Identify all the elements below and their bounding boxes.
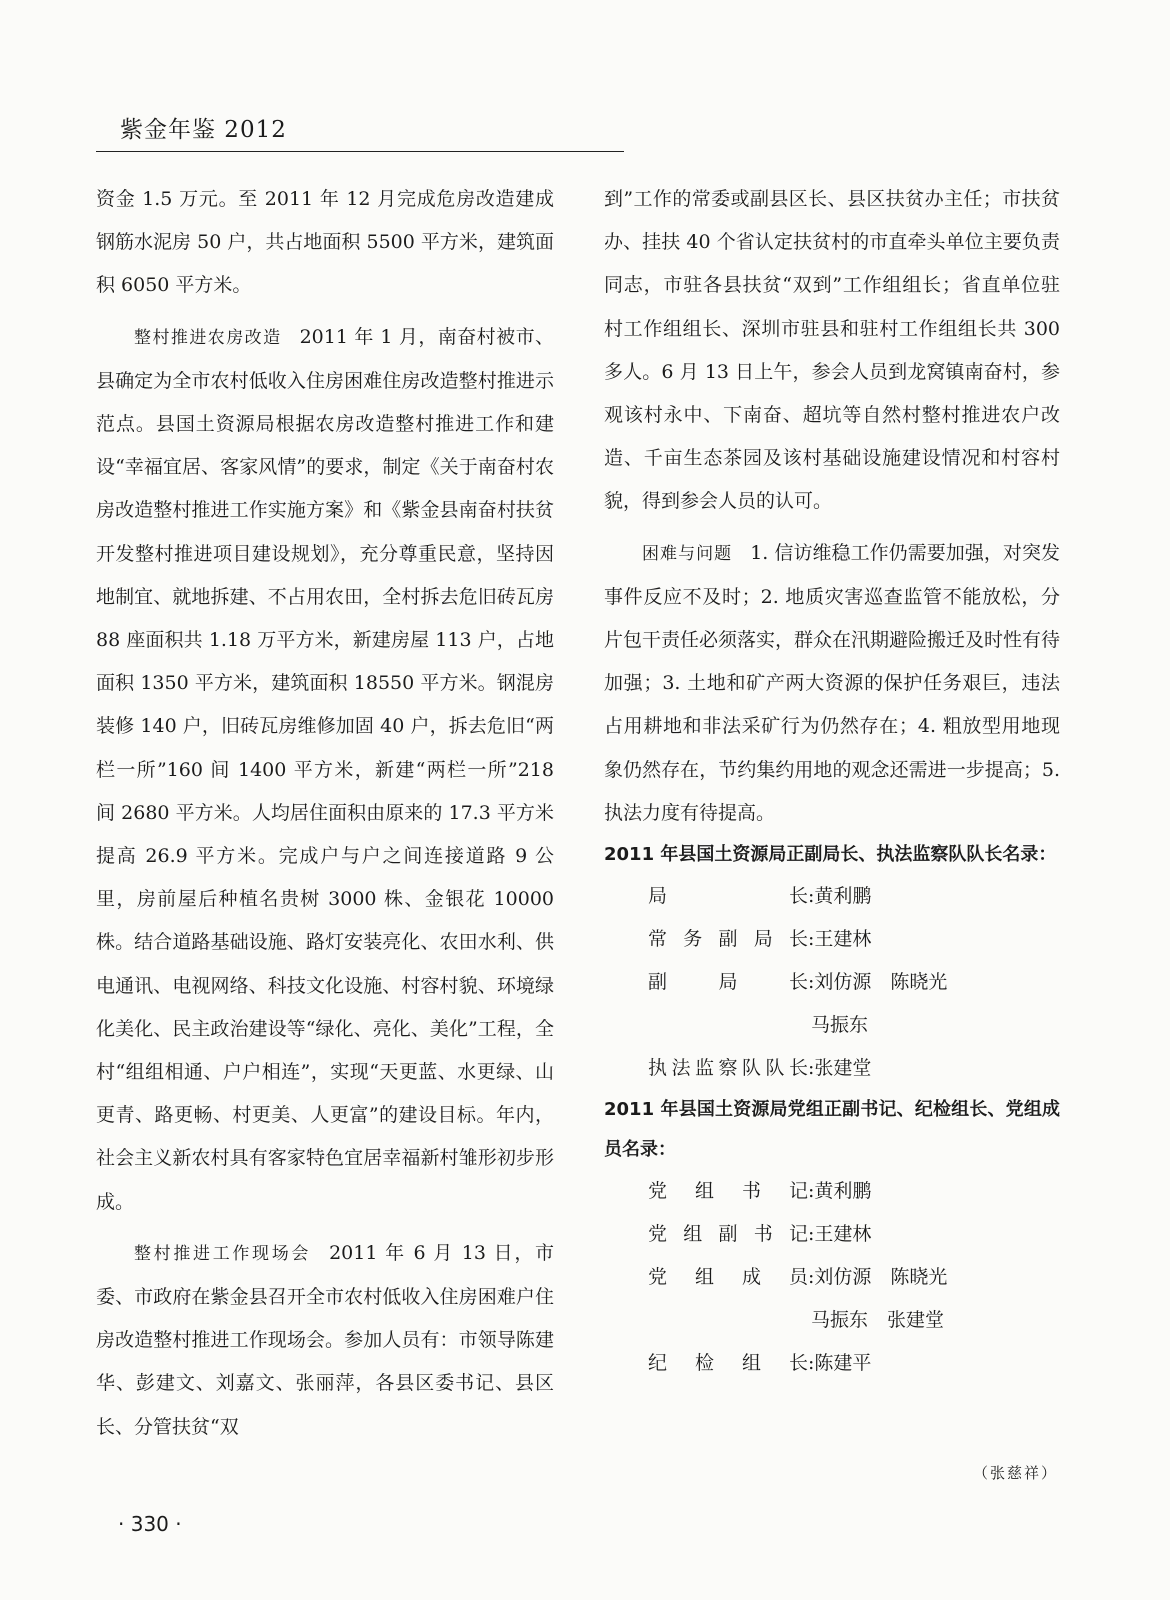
roster-row: 副局长 : 刘仿源 陈晓光 (604, 961, 1060, 1004)
paragraph-housing-renovation-body: 2011 年 1 月，南奋村被市、县确定为全市农村低收入住房困难住房改造整村推进示范点。县国土资源局根据农房改造整村推进工作和建设“幸福宜居、客家风情”的要求，制定《关于南奋村农房改造整村推进工作实施方案》和《紫金县南奋村扶贫开发整村推进项目建设规划》，充分尊重民意，坚持因地制宜、就地拆建、不占用农田，全村拆去危旧砖瓦房 88 座面积共 1.18 万平方米，新建房屋 113 户，占地面积 1350 平方米，建筑面积 18550 平方米。钢混房装修 140 户，旧砖瓦房维修加固 40 户，拆去危旧“两栏一所”160 间 1400 平方米，新建“两栏一所”218 间 2680 平方米。人均居住面积由原来的 17.3 平方米提高 26.9 平方米。完成户与户之间连接道路 9 公里，房前屋后种植名贵树 3000 株、金银花 10000 株。结合道路基础设施、路灯安装亮化、农田水利、供电通讯、电视网络、科技文化设施、村容村貌、环境绿化美化、民主政治建设等“绿化、亮化、美化”工程，全村“组组相通、户户相连”，实现“天更蓝、水更绿、山更青、路更畅、村更美、人更富”的建设目标。年内，社会主义新农村具有客家特色宜居幸福新村雏形初步形成。 (96, 325, 555, 1213)
roster-row: 党组书记 : 黄利鹏 (604, 1170, 1060, 1213)
list-heading-bureau-leaders: 2011 年县国土资源局正副局长、执法监察队队长名录： (604, 844, 1057, 866)
paragraph-onsite-meeting (96, 1232, 554, 1449)
header-rule (96, 151, 624, 152)
list-heading-party-group: 2011 年县国土资源局党组正副书记、纪检组长、党组成员名录： (604, 1099, 1060, 1161)
roster-names: 王建林 (814, 1223, 872, 1246)
paragraph-funds: 资金 1.5 万元。至 2011 年 12 月完成危房改造建成钢筋水泥房 50 户，共占地面积 5500 平方米，建筑面积 6050 平方米。 (96, 188, 554, 297)
paragraph-housing-renovation (96, 316, 554, 1224)
running-header: 紫金年鉴 2012 (120, 117, 287, 143)
paragraph-onsite-meeting-body: 2011 年 6 月 13 日，市委、市政府在紫金县召开全市农村低收入住房困难户住房改造整村推进工作现场会。参加人员有：市领导陈建华、彭建文、刘嘉文、张丽萍，各县区委书记、县区长、分管扶贫“双 (96, 1241, 554, 1438)
section-lead-housing-renovation: 整村推进农房改造 (134, 327, 282, 348)
roster-bureau-leaders (604, 875, 1060, 1090)
roster-names: 黄利鹏 (814, 885, 872, 908)
roster-row: 执法监察队队长 : 张建堂 (604, 1047, 1060, 1090)
roster-names-continued: 马振东 张建堂 (811, 1309, 945, 1332)
author-credit: （张慈祥） (972, 1464, 1058, 1482)
paragraph-meeting-continued: 到”工作的常委或副县区长、县区扶贫办主任；市扶贫办、挂扶 40 个省认定扶贫村的市直牵头单位主要负责同志，市驻各县扶贫“双到”工作组组长；省直单位驻村工作组组长、深圳市驻县和驻村工作组组长共 300 多人。6 月 13 日上午，参会人员到龙窝镇南奋村，参观该村永中、下南奋、超坑等自然村整村推进农户改造、千亩生态茶园及该村基础设施建设情况和村容村貌，得到参会人员的认可。 (604, 188, 1060, 513)
roster-row: 常务副局长 : 王建林 (604, 918, 1060, 961)
section-lead-onsite-meeting: 整村推进工作现场会 (134, 1243, 312, 1264)
left-column (96, 178, 554, 1449)
roster-title: 执法监察队队长 (648, 1057, 808, 1080)
right-column (604, 178, 1060, 1385)
roster-row: 局长 : 黄利鹏 (604, 875, 1060, 918)
section-lead-difficulties: 困难与问题 (642, 543, 733, 564)
roster-row: 纪检组长 : 陈建平 (604, 1342, 1060, 1385)
roster-title: 常务副局长 (648, 928, 808, 951)
roster-names: 刘仿源 陈晓光 (814, 971, 948, 994)
roster-names: 刘仿源 陈晓光 (814, 1266, 948, 1289)
paragraph-difficulties (604, 532, 1060, 835)
roster-title: 党组副书记 (648, 1223, 808, 1246)
roster-title: 副局长 (648, 971, 808, 994)
roster-names: 张建堂 (814, 1057, 872, 1080)
page-number: · 330 · (118, 1512, 182, 1536)
roster-row: 党组副书记 : 王建林 (604, 1213, 1060, 1256)
roster-title: 党组书记 (648, 1180, 808, 1203)
paragraph-difficulties-body: 1. 信访维稳工作仍需要加强，对突发事件反应不及时；2. 地质灾害巡查监管不能放松，分片包干责任必须落实，群众在汛期避险搬迁及时性有待加强；3. 土地和矿产两大资源的保护任务艰巨，违法占用耕地和非法采矿行为仍然存在；4. 粗放型用地现象仍然存在，节约集约用地的观念还需进一步提高；5. 执法力度有待提高。 (604, 541, 1061, 824)
roster-names: 黄利鹏 (814, 1180, 872, 1203)
roster-title: 党组成员 (648, 1266, 808, 1289)
roster-names: 陈建平 (814, 1352, 872, 1375)
roster-title: 局长 (648, 885, 808, 908)
roster-names: 王建林 (814, 928, 872, 951)
roster-title: 纪检组长 (648, 1352, 808, 1375)
roster-row: 党组成员 : 刘仿源 陈晓光 (604, 1256, 1060, 1299)
roster-names-continued: 马振东 (811, 1014, 869, 1037)
roster-party-group (604, 1170, 1060, 1385)
